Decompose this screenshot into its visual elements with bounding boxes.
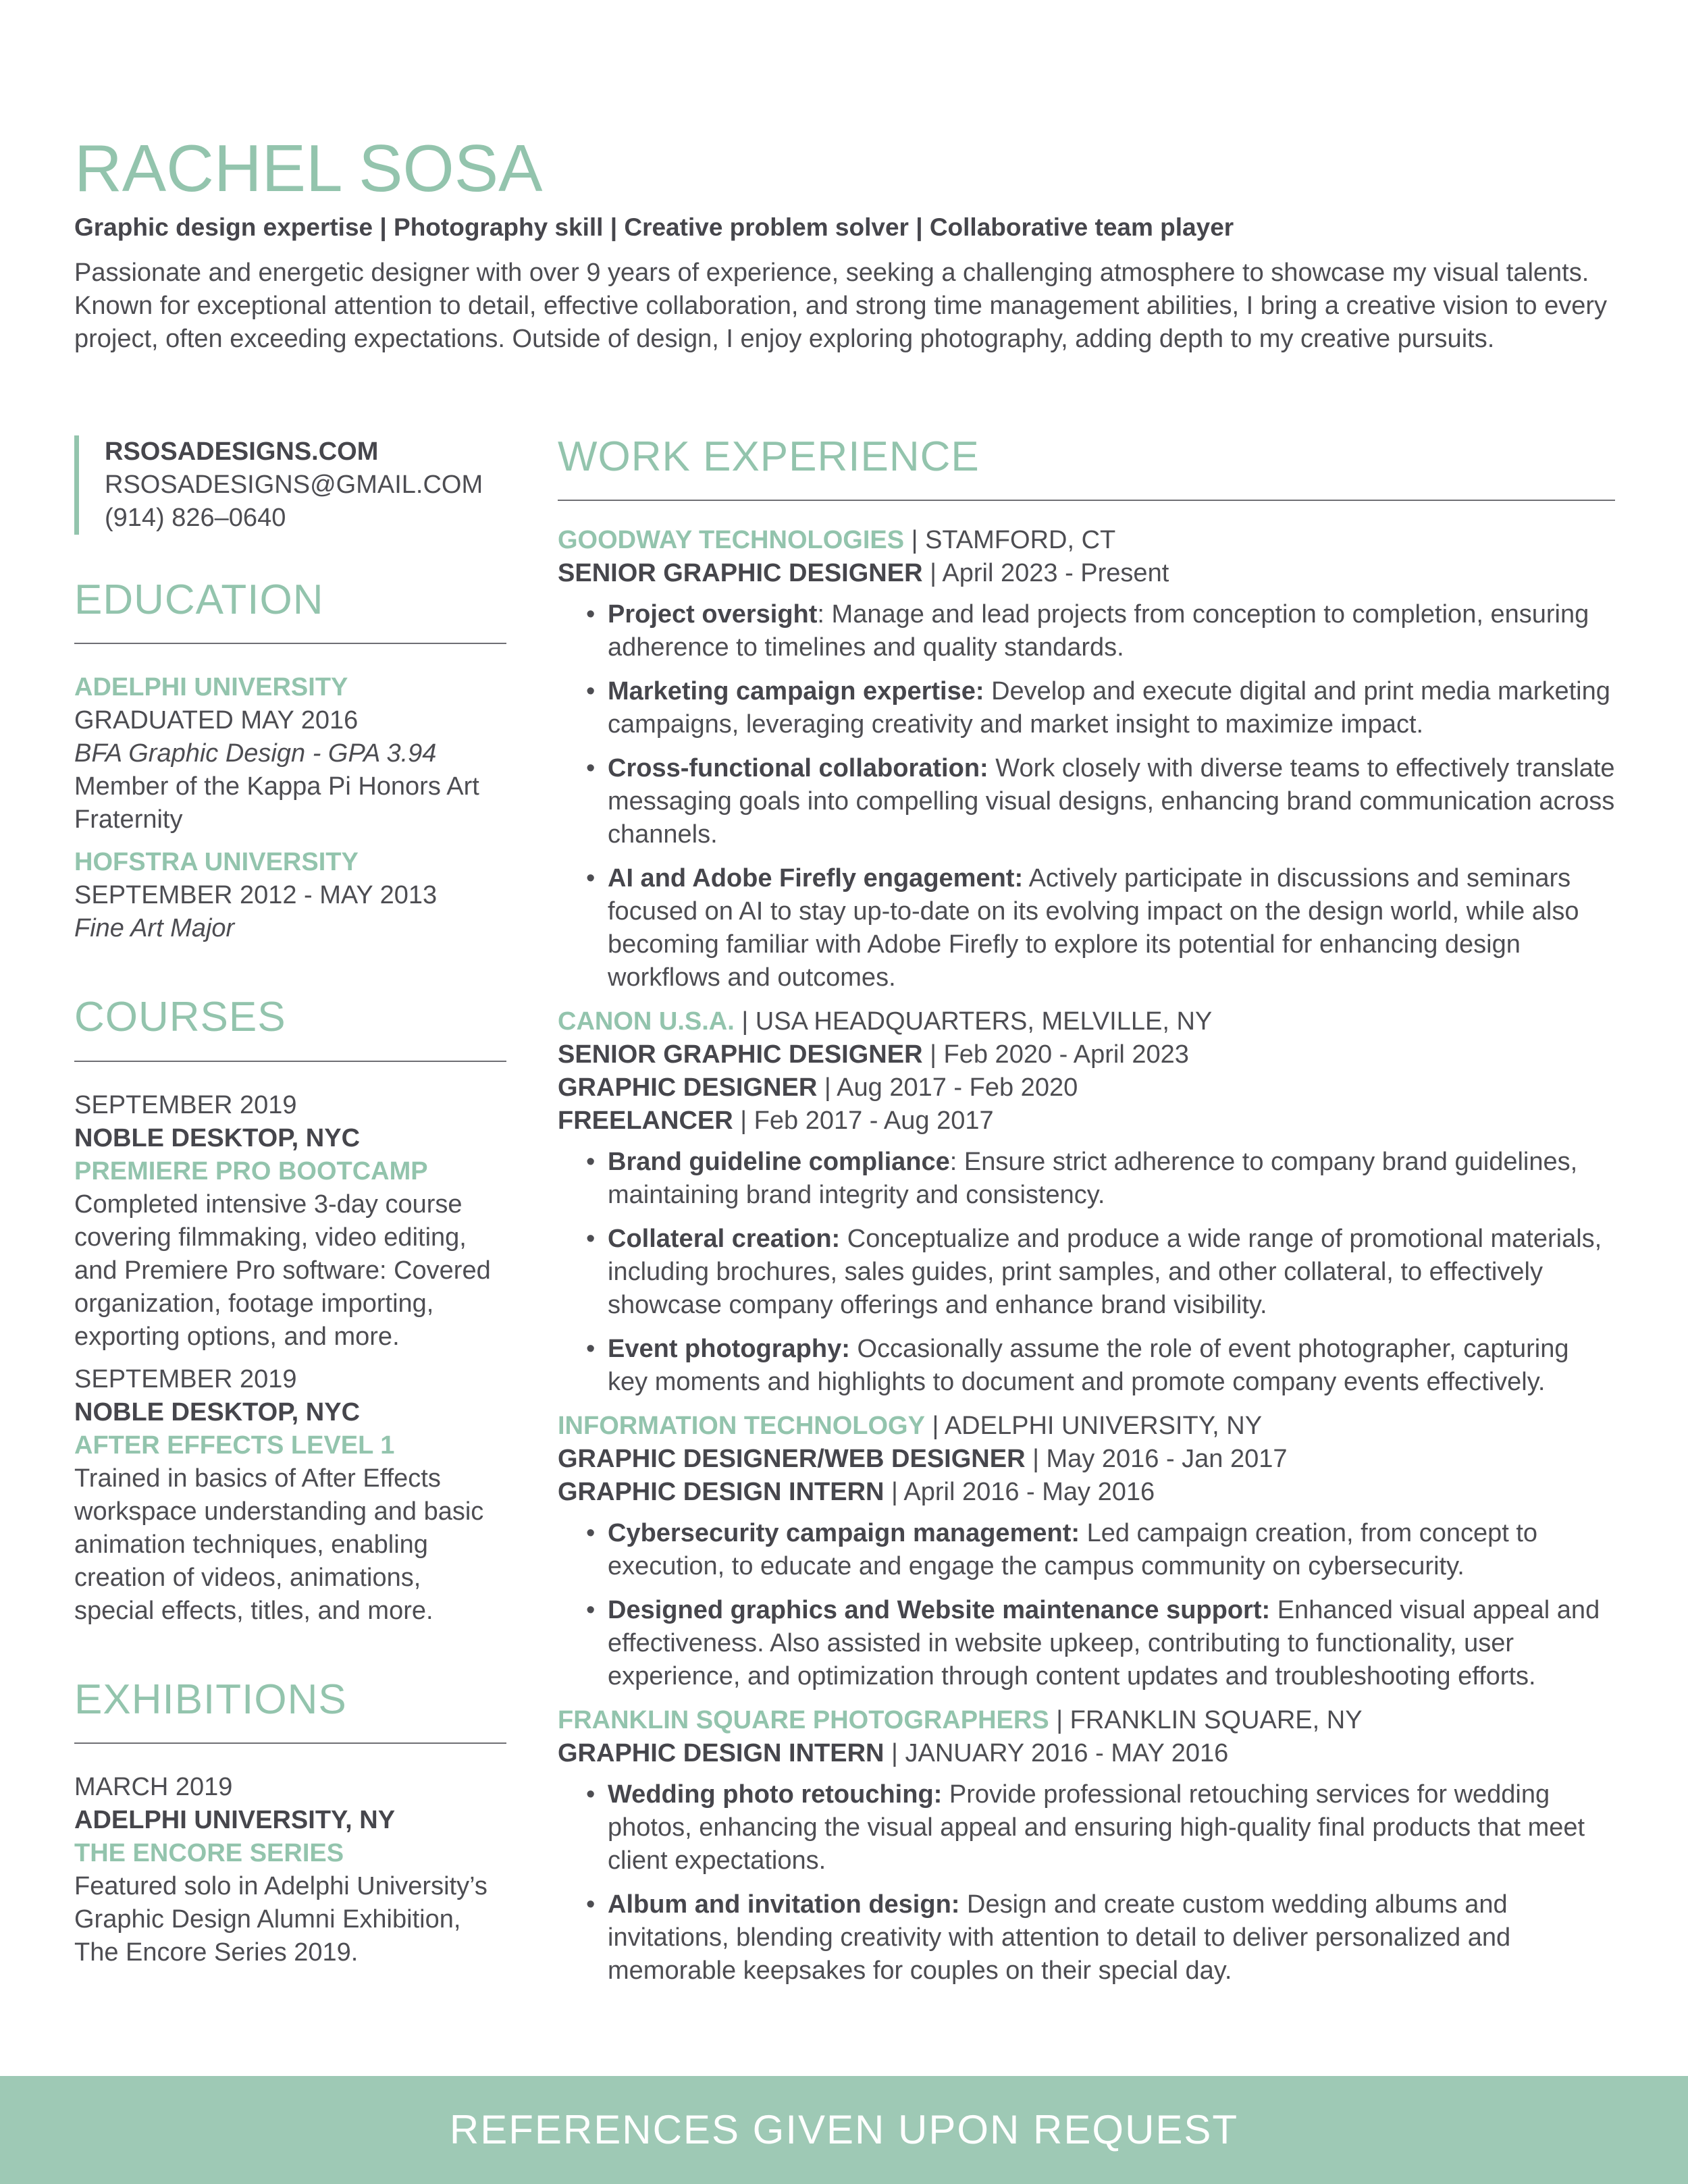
honors-note: Member of the Kappa Pi Honors Art Fraternity (74, 772, 479, 834)
exhibitions-title: EXHIBITIONS (74, 1676, 347, 1723)
bullet-text: Enhanced visual appeal and effectiveness. Also assisted in website upkeep, contributing to functionality, user experience, and optimization through content updates and troubleshooting efforts. (608, 1596, 1600, 1691)
bullet-item: • Brand guideline compliance: Ensure strict adherence to company brand guidelines, maintaining brand integrity and consistency. (586, 1148, 1578, 1210)
job-bullets (558, 598, 1615, 994)
bullet-lead: Wedding photo retouching: (608, 1780, 943, 1809)
education-section (74, 575, 506, 945)
course-description: Trained in basics of After Effects workspace understanding and basic animation techniques, enabling creation of videos, animations, special effects, titles, and more. (74, 1464, 484, 1625)
bullet-text: Work closely with diverse teams to effectively translate messaging goals into compelling visual designs, enhancing brand communication across channels. (608, 754, 1615, 849)
course-name: AFTER EFFECTS LEVEL 1 (74, 1431, 395, 1460)
bullet-item: • Cybersecurity campaign management: Led campaign creation, from concept to execution, to educate and engage the campus community on cybersecurity. (586, 1519, 1538, 1581)
company-name: GOODWAY TECHNOLOGIES (558, 526, 905, 555)
role-title: SENIOR GRAPHIC DESIGNER (558, 1040, 923, 1069)
company-name: INFORMATION TECHNOLOGY (558, 1412, 925, 1441)
bullet-text: Develop and execute digital and print media marketing campaigns, leveraging creativity and market insight to maximize impact. (608, 677, 1610, 739)
company-location: | USA HEADQUARTERS, MELVILLE, NY (734, 1007, 1213, 1036)
right-column (558, 432, 1615, 1998)
job-bullets (558, 1146, 1615, 1399)
bullet-lead: Designed graphics and Website maintenance support: (608, 1596, 1271, 1625)
contact-website[interactable]: RSOSADESIGNS.COM (105, 437, 379, 466)
major: Fine Art Major (74, 914, 235, 943)
bullet-lead: Event photography: (608, 1335, 850, 1364)
role-title: GRAPHIC DESIGN INTERN (558, 1739, 885, 1768)
education-entry (74, 671, 506, 836)
bullet-item: • AI and Adobe Firefly engagement: Actively participate in discussions and seminars focused on AI to stay up-to-date on its evolving impact on the design world, while also becoming familiar with Adobe Firefly to explore its potential for enhancing design workflows and outcomes. (586, 864, 1579, 992)
degree: BFA Graphic Design - GPA 3.94 (74, 739, 437, 768)
job-bullets (558, 1778, 1615, 1988)
courses-section (74, 992, 506, 1627)
company-location: | ADELPHI UNIVERSITY, NY (924, 1412, 1263, 1441)
course-date: SEPTEMBER 2019 (74, 1090, 297, 1119)
education-title: EDUCATION (74, 577, 324, 623)
company-name: FRANKLIN SQUARE PHOTOGRAPHERS (558, 1706, 1049, 1735)
exhibition-org: ADELPHI UNIVERSITY, NY (74, 1806, 396, 1835)
bullet-item: • Wedding photo retouching: Provide professional retouching services for wedding photos, enhancing the visual appeal and ensuring high-quality final products that meet client expectations. (586, 1780, 1585, 1875)
section-divider (74, 1742, 506, 1744)
exhibition-name: THE ENCORE SERIES (74, 1839, 344, 1868)
job-entry-canon (558, 1005, 1615, 1399)
bullet-text: : Ensure strict adherence to company brand guidelines, maintaining brand integrity and consistency. (608, 1148, 1578, 1210)
courses-title: COURSES (74, 994, 286, 1041)
bullet-item: • Marketing campaign expertise: Develop and execute digital and print media marketing campaigns, leveraging creativity and market insight to maximize impact. (586, 677, 1610, 739)
bullet-lead: Marketing campaign expertise: (608, 677, 984, 706)
role-title: SENIOR GRAPHIC DESIGNER (558, 559, 923, 588)
job-entry-franklin-square (558, 1704, 1615, 1988)
course-org: NOBLE DESKTOP, NYC (74, 1123, 361, 1152)
role-title: GRAPHIC DESIGNER/WEB DESIGNER (558, 1445, 1026, 1474)
references-footer: REFERENCES GIVEN UPON REQUEST (0, 2076, 1688, 2184)
contact-email[interactable]: RSOSADESIGNS@GMAIL.COM (105, 471, 483, 499)
education-entry (74, 846, 506, 945)
bullet-item: • Album and invitation design: Design and create custom wedding albums and invitations, blending creativity with attention to detail to deliver personalized and memorable keepsakes for couples on their special day. (586, 1890, 1511, 1986)
role-dates: | May 2016 - Jan 2017 (1025, 1445, 1288, 1474)
company-name: CANON U.S.A. (558, 1007, 735, 1036)
contact-block (74, 435, 506, 535)
role-title: GRAPHIC DESIGN INTERN (558, 1478, 885, 1507)
bullet-lead: Brand guideline compliance (608, 1148, 950, 1177)
section-divider (558, 500, 1615, 501)
tagline: Graphic design expertise | Photography skill | Creative problem solver | Collaborative team player (74, 213, 1234, 241)
bullet-text: Led campaign creation, from concept to execution, to educate and engage the campus community on cybersecurity. (608, 1519, 1538, 1581)
graduation-date: GRADUATED MAY 2016 (74, 706, 359, 735)
summary: Passionate and energetic designer with over 9 years of experience, seeking a challenging atmosphere to showcase my visual talents. Known for exceptional attention to detail, effective collaboration, and strong time management abilities, I bring a creative vision to every project, often exceeding expectations. Outside of design, I enjoy exploring photography, adding depth to my creative pursuits. (74, 259, 1608, 353)
course-org: NOBLE DESKTOP, NYC (74, 1397, 361, 1427)
bullet-text: Occasionally assume the role of event photographer, capturing key moments and highlights to document and promote company events effectively. (608, 1335, 1569, 1397)
role-dates: | Aug 2017 - Feb 2020 (817, 1073, 1078, 1102)
bullet-lead: AI and Adobe Firefly engagement: (608, 864, 1024, 893)
bullet-item: • Designed graphics and Website maintenance support: Enhanced visual appeal and effectiveness. Also assisted in website upkeep, contributing to functionality, user experience, and optimization through content updates and troubleshooting efforts. (586, 1596, 1600, 1691)
bullet-text: Conceptualize and produce a wide range of promotional materials, including brochures, sales guides, print samples, and other collateral, to effectively showcase company offerings and enhance brand visibility. (608, 1225, 1602, 1320)
job-entry-information-technology (558, 1410, 1615, 1693)
exhibitions-section (74, 1675, 506, 1969)
bullet-text: Actively participate in discussions and seminars focused on AI to stay up-to-date on its evolving impact on the design world, while also becoming familiar with Adobe Firefly to explore its potential for enhancing design workflows and outcomes. (608, 864, 1579, 992)
bullet-item: • Collateral creation: Conceptualize and produce a wide range of promotional materials, including brochures, sales guides, print samples, and other collateral, to effectively showcase company offerings and enhance brand visibility. (586, 1225, 1602, 1320)
bullet-item: • Project oversight: Manage and lead projects from conception to completion, ensuring adherence to timelines and quality standards. (586, 600, 1589, 662)
course-name: PREMIERE PRO BOOTCAMP (74, 1156, 428, 1186)
role-dates: | Feb 2020 - April 2023 (922, 1040, 1189, 1069)
role-dates: | April 2023 - Present (922, 559, 1169, 588)
company-location: | FRANKLIN SQUARE, NY (1049, 1706, 1363, 1735)
role-dates: | JANUARY 2016 - MAY 2016 (884, 1739, 1229, 1768)
left-column (74, 435, 506, 1969)
course-date: SEPTEMBER 2019 (74, 1364, 297, 1393)
exhibition-date: MARCH 2019 (74, 1773, 233, 1802)
candidate-name: RACHEL SOSA (74, 131, 543, 205)
course-entry (74, 1363, 506, 1628)
bullet-item: • Cross-functional collaboration: Work closely with diverse teams to effectively translate messaging goals into compelling visual designs, enhancing brand communication across channels. (586, 754, 1615, 849)
bullet-lead: Cross-functional collaboration: (608, 754, 988, 783)
exhibition-entry (74, 1771, 506, 1969)
school-name: HOFSTRA UNIVERSITY (74, 848, 359, 877)
bullet-lead: Project oversight (608, 600, 818, 629)
bullet-item: • Event photography: Occasionally assume the role of event photographer, capturing key moments and highlights to document and promote company events effectively. (586, 1335, 1569, 1397)
exhibition-description: Featured solo in Adelphi University’s Graphic Design Alumni Exhibition, The Encore Series 2019. (74, 1872, 487, 1967)
role-title: GRAPHIC DESIGNER (558, 1073, 818, 1102)
bullet-lead: Cybersecurity campaign management: (608, 1519, 1080, 1548)
company-location: | STAMFORD, CT (904, 526, 1116, 555)
course-entry (74, 1089, 506, 1354)
bullet-lead: Album and invitation design: (608, 1890, 960, 1919)
role-dates: | April 2016 - May 2016 (884, 1478, 1155, 1507)
job-bullets (558, 1517, 1615, 1693)
job-entry-goodway (558, 524, 1615, 994)
role-dates: | Feb 2017 - Aug 2017 (733, 1107, 994, 1136)
school-name: ADELPHI UNIVERSITY (74, 673, 348, 702)
work-experience-title: WORK EXPERIENCE (558, 433, 980, 480)
bullet-text: Design and create custom wedding albums and invitations, blending creativity with attention to detail to deliver personalized and memorable keepsakes for couples on their special day. (608, 1890, 1511, 1986)
section-divider (74, 1061, 506, 1062)
section-divider (74, 643, 506, 644)
attendance-date: SEPTEMBER 2012 - MAY 2013 (74, 881, 438, 910)
contact-phone: (914) 826–0640 (105, 504, 286, 532)
role-title: FREELANCER (558, 1107, 733, 1136)
course-description: Completed intensive 3-day course covering filmmaking, video editing, and Premiere Pro software: Covered organization, footage importing, exporting options, and more. (74, 1190, 491, 1351)
bullet-lead: Collateral creation: (608, 1225, 841, 1254)
bullet-text: Provide professional retouching services for wedding photos, enhancing the visual appeal and ensuring high-quality final products that meet client expectations. (608, 1780, 1585, 1875)
bullet-text: : Manage and lead projects from conception to completion, ensuring adherence to timelines and quality standards. (608, 600, 1589, 662)
